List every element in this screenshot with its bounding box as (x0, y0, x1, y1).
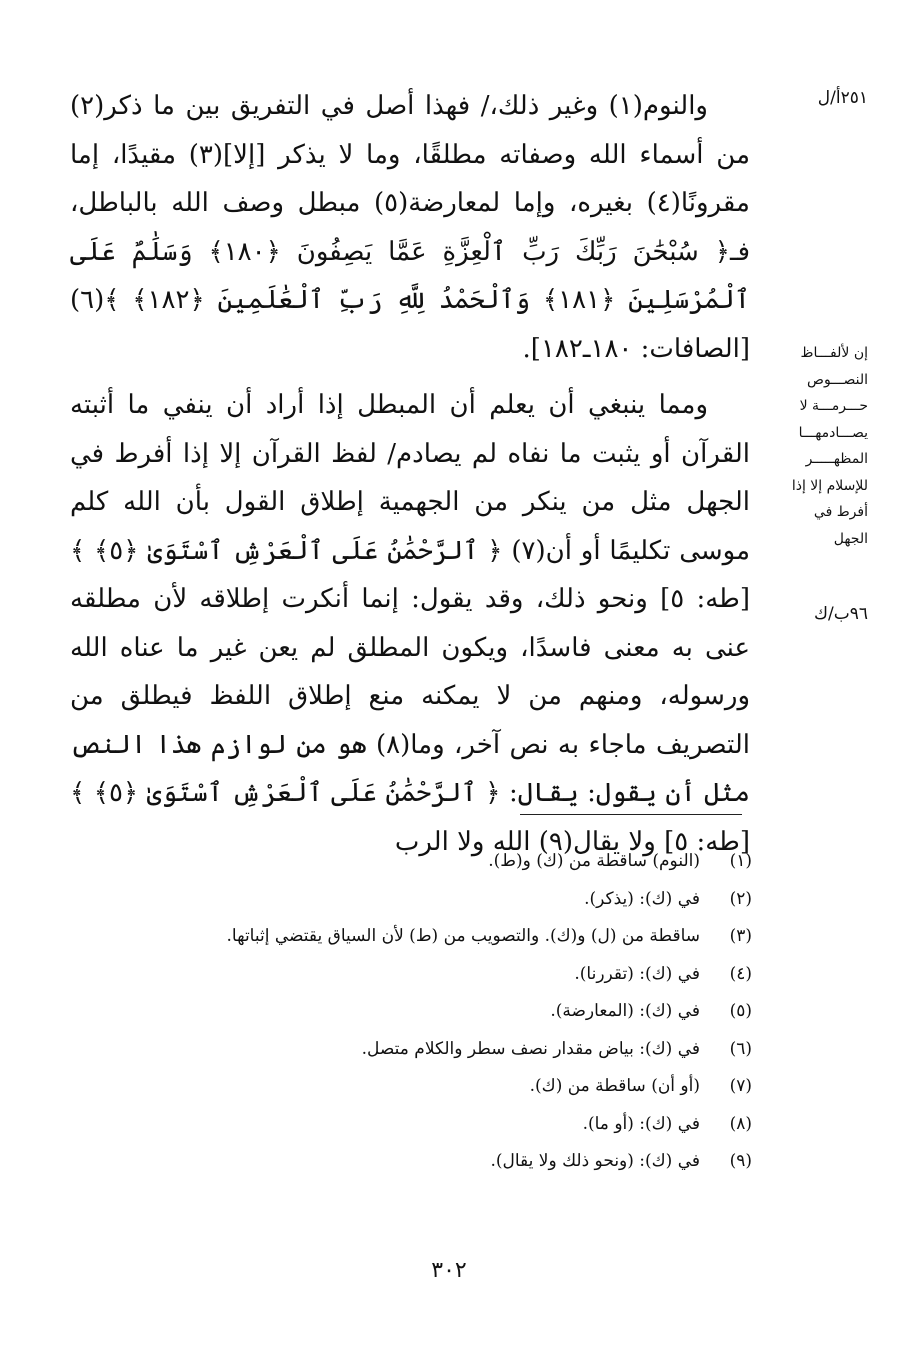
paragraph (70, 381, 750, 866)
footnote (130, 1143, 752, 1181)
footnote-text: في (ك): (ونحو ذلك ولا يقال). (490, 1151, 700, 1171)
footnote-text: ساقطة من (ل) و(ك). والتصويب من (ط) لأن السياق يقتضي إثباتها. (226, 926, 700, 946)
footnote (130, 993, 752, 1031)
footnote (130, 1068, 752, 1106)
main-text (70, 82, 750, 866)
footnote-text: في (ك): بياض مقدار نصف سطر والكلام متصل. (361, 1038, 700, 1059)
page-number: ٣٠٢ (431, 1258, 467, 1283)
paragraph-text: ومما ينبغي أن يعلم أن المبطل إذا أراد أن ينفي ما أثبته القرآن أو يثبت ما نفاه لم يصادم/ لفظ القرآن إلا إذا أفرط في الجهل مثل من ينكر من الجهمية إطلاق القول بأن الله كلم موسى تكليمًا أو أن(٧) ﴿ ٱلرَّحْمَٰنُ عَلَى ٱلْعَرْشِ ٱسْتَوَىٰ ﴿٥﴾ ﴾ [طه: ٥] ونحو ذلك، وقد يقول: إنما أنكرت إطلاقه لأن مطلقه عنى به معنى فاسدًا، ويكون المطلق لم يعن غير ما عناه الله ورسوله، ومنهم من لا يمكنه منع إطلاق اللفظ فيطلق من التصريف ماجاء به نص آخر، وما(٨) هو من لوازم هذا النص مثل أن يقول: يقال: ﴿ ٱلرَّحْمَٰنُ عَلَى ٱلْعَرْشِ ٱسْتَوَىٰ ﴿٥﴾ ﴾ [طه: ٥] ولا يقال(٩) الله ولا الرب (70, 390, 751, 857)
footnote-number: (١) (729, 851, 752, 871)
footnote-text: (أو أن) ساقطة من (ك). (529, 1076, 700, 1096)
footnote-number: (٩) (729, 1151, 752, 1171)
margin-topic-note: إن لألفـــاظ النصـــوص حـــرمـــة لا يصـــادمهـــا المظهـــــر للإسلام إلا إذا أفرط في الجهل (791, 345, 868, 547)
footnote (130, 1106, 752, 1144)
paragraph (70, 82, 750, 373)
margin-manuscript-ref: ٩٦ب/ك (813, 604, 868, 624)
footnote (130, 881, 752, 919)
footnote (130, 956, 752, 994)
footnote (130, 1031, 752, 1069)
footnotes (130, 843, 752, 1181)
paragraph-text: والنوم(١) وغير ذلك،/ فهذا أصل في التفريق بين ما ذكر(٢) من أسماء الله وصفاته مطلقًا، وما لا يذكر [إلا](٣) مقيدًا، إما مقرونًا(٤) بغيره، وإما لمعارضة(٥) مبطل وصف الله بالباطل، فـ﴿ سُبْحَٰنَ رَبِّكَ رَبِّ ٱلْعِزَّةِ عَمَّا يَصِفُونَ ﴿١٨٠﴾ وَسَلَٰمٌ عَلَى ٱلْمُرْسَلِينَ ﴿١٨١﴾ وَٱلْحَمْدُ لِلَّهِ رَبِّ ٱلْعَٰلَمِينَ ﴿١٨٢﴾ ﴾(٦) [الصافات: ١٨٠ـ١٨٢]. (70, 91, 751, 364)
footnote-number: (٨) (729, 1113, 752, 1134)
footnote-text: في (ك): (أو ما). (582, 1113, 700, 1134)
footnote (130, 843, 752, 881)
footnote-separator (520, 814, 742, 815)
footnote (130, 918, 752, 956)
footnote-number: (٦) (729, 1038, 752, 1059)
footnote-text: (النوم) ساقطة من (ك) و(ط). (488, 851, 700, 871)
margin-manuscript-ref: ٢٥١أ/ل (817, 88, 868, 108)
footnote-number: (٢) (729, 888, 752, 909)
footnote-number: (٥) (729, 1001, 752, 1021)
footnote-text: في (ك): (المعارضة). (550, 1001, 700, 1021)
footnote-number: (٣) (729, 926, 752, 946)
footnote-text: في (ك): (يذكر). (584, 888, 700, 909)
footnote-text: في (ك): (تقررنا). (574, 963, 700, 984)
footnote-number: (٧) (729, 1076, 752, 1096)
footnote-number: (٤) (729, 963, 752, 984)
